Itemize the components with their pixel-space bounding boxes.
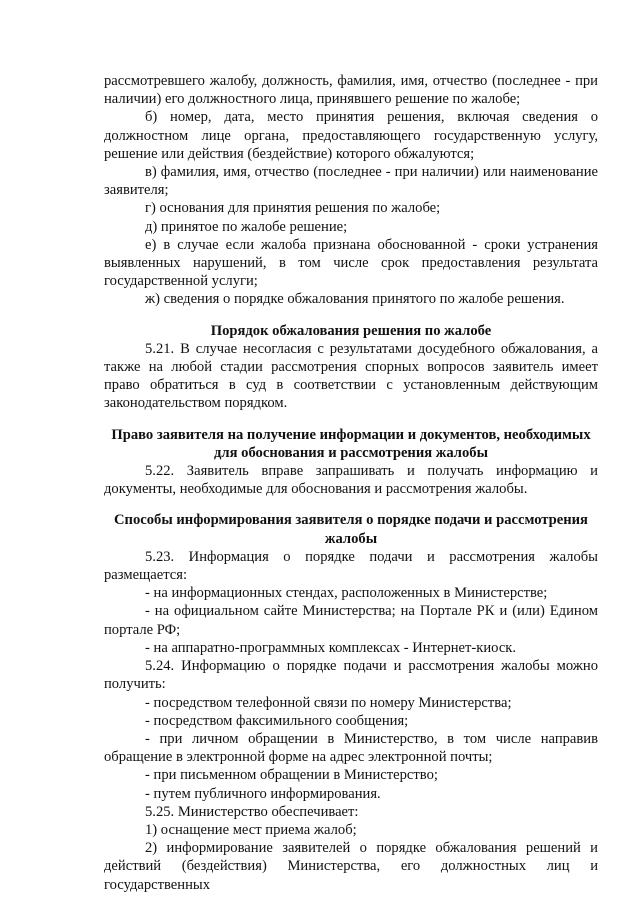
paragraph-5-23: 5.23. Информация о порядке подачи и рассмотрения жалобы размещается: [104, 548, 598, 584]
list-item-v: в) фамилия, имя, отчество (последнее - при наличии) или наименование заявителя; [104, 164, 598, 199]
section-heading-inform: Способы информирования заявителя о порядке подачи и рассмотрения жалобы [114, 512, 588, 547]
paragraph-5-21: 5.21. В случае несогласия с результатами досудебного обжалования, а также на любой стадии рассмотрения спорных вопросов заявитель имеет право обратиться в суд в соответствии с установленным действующим законодательством порядком. [104, 340, 598, 412]
list-item: - на аппаратно-программных комплексах - Интернет-киоск. [145, 639, 517, 656]
list-item-zh: ж) сведения о порядке обжалования принятого по жалобе решения. [145, 291, 565, 308]
list-item: 2) информирование заявителей о порядке обжалования решений и действий (бездействия) Министерства, его должностных лиц и государственных [104, 840, 598, 893]
section-heading-rights: Право заявителя на получение информации и документов, необходимых для обоснования и рассмотрения жалобы [111, 426, 591, 461]
list-item-g: г) основания для принятия решения по жалобе; [145, 200, 441, 217]
list-item-d: д) принятое по жалобе решение; [145, 218, 348, 235]
list-item-e: е) в случае если жалоба признана обоснованной - сроки устранения выявленных нарушений, в том числе срок предоставления результата государственной услуги; [104, 236, 598, 290]
paragraph-5-22: 5.22. Заявитель вправе запрашивать и получать информацию и документы, необходимые для обоснования и рассмотрения жалобы. [104, 463, 598, 498]
list-item: - путем публичного информирования. [145, 785, 381, 802]
list-item: - при письменном обращении в Министерство; [145, 767, 438, 784]
paragraph-5-25: 5.25. Министерство обеспечивает: [145, 803, 359, 820]
list-item: - на официальном сайте Министерства; на Портале РК и (или) Едином портале РФ; [104, 603, 598, 638]
paragraph-5-24: 5.24. Информацию о порядке подачи и рассмотрения жалобы можно получить: [104, 658, 598, 693]
paragraph-continuation: рассмотревшего жалобу, должность, фамилия, имя, отчество (последнее - при наличии) его должностного лица, принявшего решение по жалобе; [104, 73, 598, 108]
document-page [104, 72, 598, 894]
list-item: - посредством факсимильного сообщения; [145, 712, 409, 729]
list-item: 1) оснащение мест приема жалоб; [145, 821, 357, 838]
list-item: - посредством телефонной связи по номеру Министерства; [145, 694, 512, 711]
list-item: - при личном обращении в Министерство, в том числе направив обращение в электронной форме на адрес электронной почты; [104, 730, 598, 766]
list-item-b: б) номер, дата, место принятия решения, включая сведения о должностном лице органа, предоставляющего государственную услугу, решение или действия (бездействие) которого обжалуются; [104, 109, 598, 162]
list-item: - на информационных стендах, расположенных в Министерстве; [145, 585, 548, 602]
section-heading-appeal: Порядок обжалования решения по жалобе [210, 322, 492, 339]
